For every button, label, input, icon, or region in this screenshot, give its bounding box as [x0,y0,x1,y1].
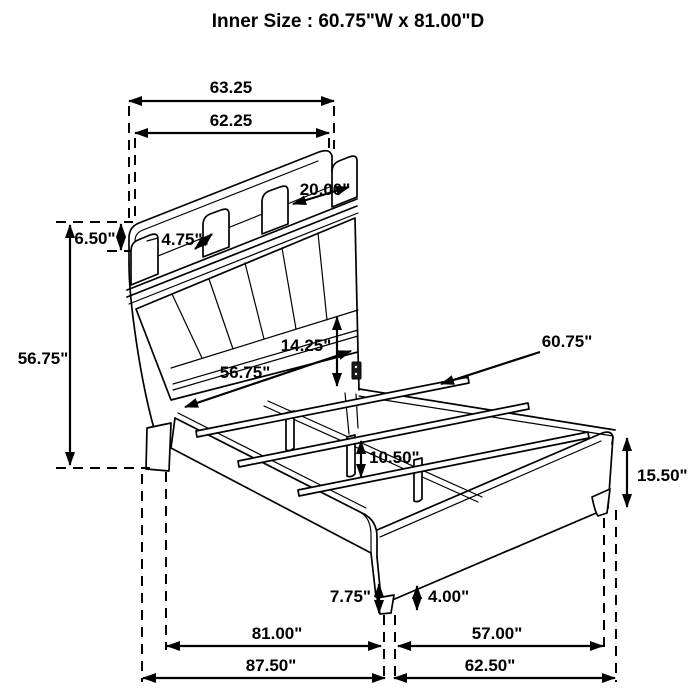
slats [196,377,589,496]
label-62-25: 62.25 [209,111,253,130]
bracket-hole [355,366,357,368]
shelf-divider [203,209,229,257]
footboard-right-leg [592,489,610,516]
dim-leader-60-75 [441,352,540,384]
label-60-75: 60.75" [541,332,593,351]
bed-frame [171,377,615,557]
label-62-50: 62.50" [464,656,516,675]
label-63-25: 63.25 [209,78,253,97]
label-4-00: 4.00" [428,587,470,606]
bracket-hole [355,373,357,375]
label-15-50: 15.50" [637,466,688,485]
label-4-75: 4.75" [161,230,203,249]
rail-bracket [352,362,361,379]
label-87-50: 87.50" [245,656,297,675]
shelf-dividers [131,156,357,285]
shelf-cap [131,234,158,285]
label-56-75-left: 56.75" [17,349,69,368]
label-6-50: 6.50" [74,229,116,248]
label-14-25: 14.25" [280,336,332,355]
label-20-00: 20.00" [299,180,351,199]
label-7-75: 7.75" [329,587,371,606]
label-10-50: 10.50" [369,448,420,467]
page-title: Inner Size : 60.75"W x 81.00"D [211,11,485,32]
label-56-75-mid: 56.75" [219,363,271,382]
label-57-00: 57.00" [471,624,523,643]
footboard-top-edge [377,432,613,530]
shelf-divider [262,186,288,234]
dimension-labels [18,11,688,675]
headboard-left-leg [146,423,171,471]
label-81-00: 81.00" [251,624,303,643]
footboard-bottom-edge [390,508,608,601]
